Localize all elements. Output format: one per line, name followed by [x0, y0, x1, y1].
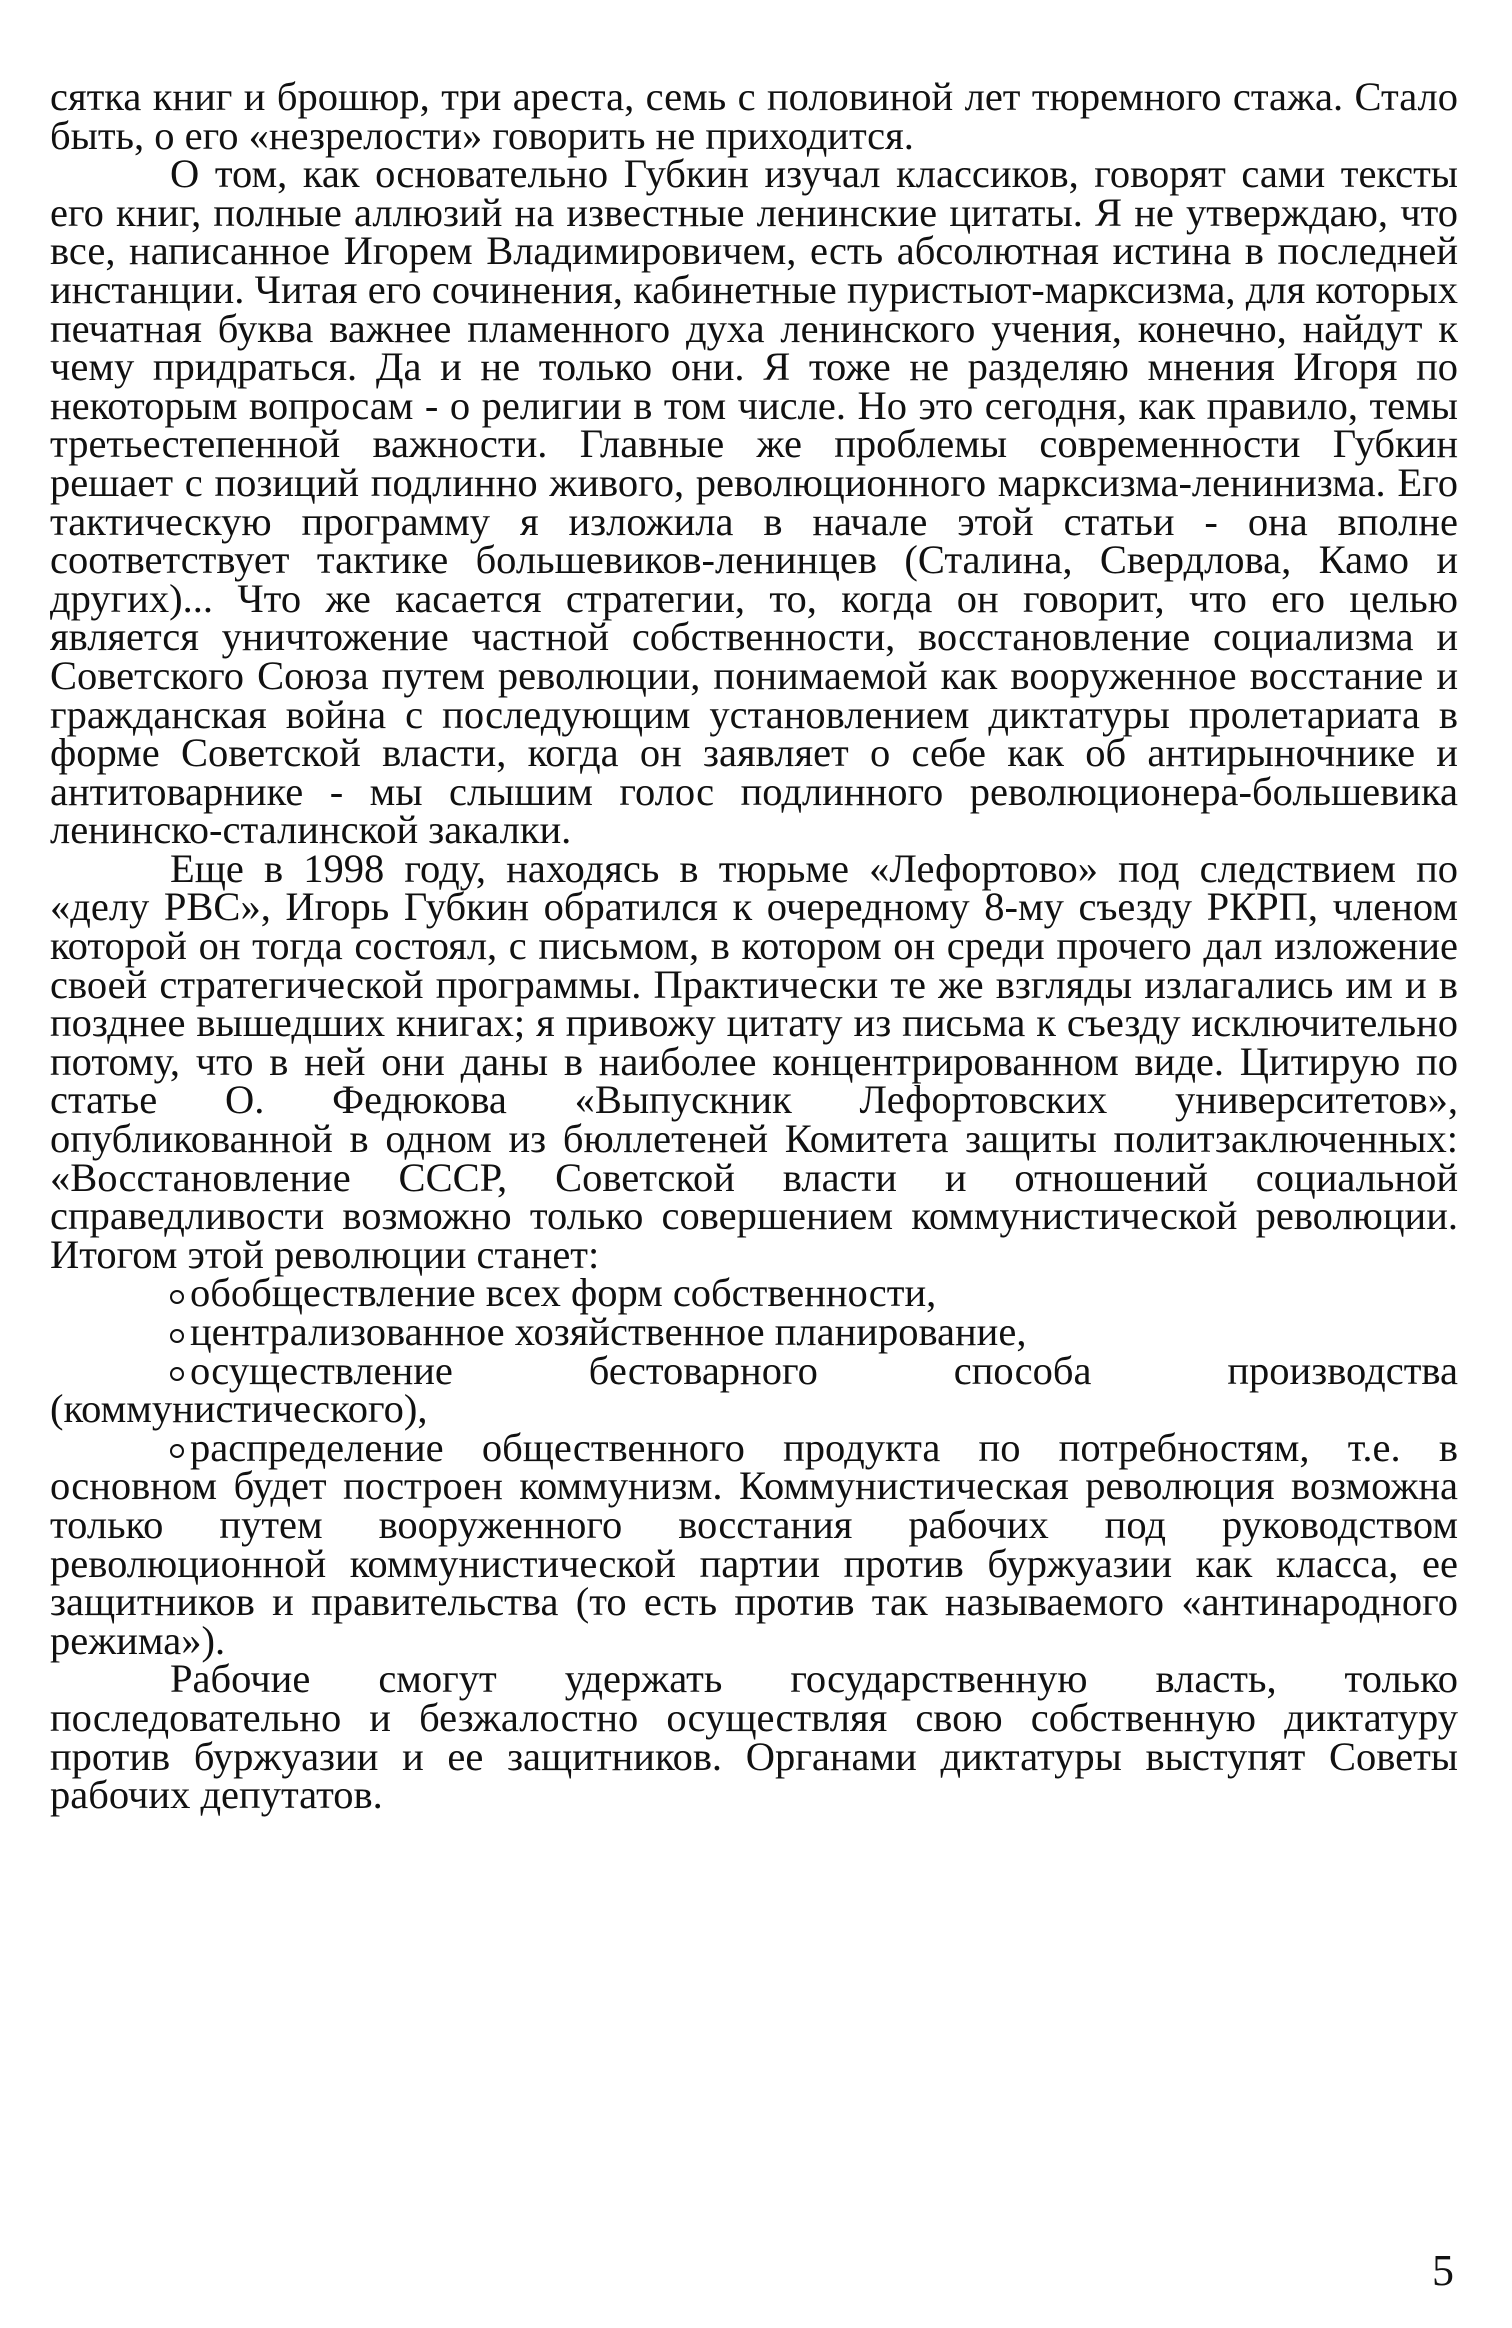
list-item-text: осуществление бестоварного способа производства (коммунистического),: [50, 1347, 1458, 1432]
list-item-text: распределение общественного продукта по потребностям, т.е. в основном будет построен коммунизм. Коммунистическая революция возможна только путем вооруженного восстания рабочих под руководством революционной коммунистической партии против буржуазии как класса, ее защитников и правительства (то есть против так называемого «антинародного режима»).: [50, 1424, 1458, 1663]
paragraph-closing: Рабочие смогут удержать государственную власть, только последовательно и безжалостно осуществляя свою собственную диктатуру против буржуазии и ее защитников. Органами диктатуры выступят Советы рабочих депутатов.: [50, 1656, 1458, 1818]
bullet-icon: [170, 1367, 184, 1381]
document-body: [50, 74, 1458, 1818]
list-item: [50, 1309, 1458, 1354]
paragraph-gubkin-classics: О том, как основательно Губкин изучал классиков, говорят сами тексты его книг, полные аллюзий на известные ленинские цитаты. Я не утверждаю, что все, написанное Игорем Владимировичем, есть абсолютная истина в последней инстанции. Читая его сочинения, кабинетные пуристыот-марксизма, для которых печатная буква важнее пламенного духа ленинского учения, конечно, найдут к чему придраться. Да и не только они. Я тоже не разделяю мнения Игоря по некоторым вопросам - о религии в том числе. Но это сегодня, как правило, темы третьестепенной важности. Главные же проблемы современности Губкин решает с позиций подлинно живого, революционного марксизма-ленинизма. Его тактическую программу я изложила в начале этой статьи - она вполне соответствует тактике большевиков-ленинцев (Сталина, Свердлова, Камо и других)... Что же касается стратегии, то, когда он говорит, что его целью является уничтожение частной собственности, восстановление социализма и Советского Союза путем революции, понимаемой как вооруженное восстание и гражданская война с последующим установлением диктатуры пролетариата в форме Советской власти, когда он заявляет о себе как об антирыночнике и антитоварнике - мы слышим голос подлинного революционера-большевика ленинско-сталинской закалки.: [50, 151, 1458, 853]
list-item: [50, 1424, 1458, 1663]
bullet-icon: [170, 1290, 184, 1304]
list-item-text: обобществление всех форм собственности,: [190, 1270, 937, 1316]
list-item: [50, 1270, 1458, 1316]
paragraph-continuation: сятка книг и брошюр, три ареста, семь с половиной лет тюремного стажа. Стало быть, о его «незрелости» говорить не приходится.: [50, 74, 1458, 158]
paragraph-letter-1998: Еще в 1998 году, находясь в тюрьме «Лефортово» под следствием по «делу РВС», Игорь Губкин обратился к очередному 8-му съезду РКРП, членом которой он тогда состоял, с письмом, в котором он среди прочего дал изложение своей стратегической программы. Практически те же взгляды излагались им и в позднее вышедших книгах; я привожу цитату из письма к съезду исключительно потому, что в ней они даны в наиболее концентрированном виде. Цитирую по статье О. Федюкова «Выпускник Лефортовских университетов», опубликованной в одном из бюллетеней Комитета защиты политзаключенных: «Восстановление СССР, Советской власти и отношений социальной справедливости возможно только совершением коммунистической революции. Итогом этой революции станет:: [50, 845, 1458, 1277]
bullet-icon: [170, 1444, 184, 1458]
bullet-icon: [170, 1329, 184, 1343]
list-item: [50, 1347, 1458, 1432]
page-number: 5: [1432, 2246, 1454, 2295]
list-item-text: централизованное хозяйственное планирование,: [190, 1309, 1027, 1354]
